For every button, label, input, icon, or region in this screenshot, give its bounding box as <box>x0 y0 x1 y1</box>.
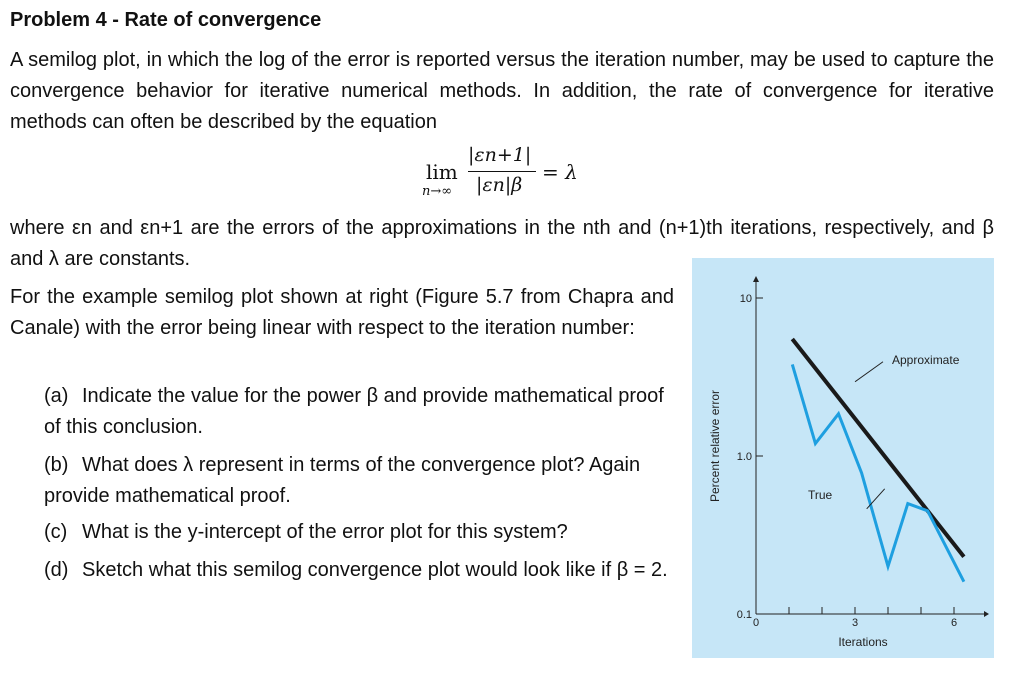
question-a-text: Indicate the value for the power β and provide mathematical proof of this conclusion. <box>44 385 664 438</box>
question-b-text: What does λ represent in terms of the convergence plot? Again provide mathematical proof. <box>44 454 641 507</box>
question-a-label: (a) <box>44 385 69 407</box>
fraction-numerator: |εn+1| <box>468 144 532 166</box>
problem-title: Problem 4 - Rate of convergence <box>10 9 322 31</box>
question-a <box>44 381 674 443</box>
x-tick-label: 6 <box>950 617 958 629</box>
approximate-annotation: Approximate <box>892 353 960 367</box>
question-c-text: What is the y-intercept of the error plot for this system? <box>82 521 568 543</box>
question-d-label: (d) <box>44 559 69 581</box>
question-d-text: Sketch what this semilog convergence plot would look like if β = 2. <box>82 559 668 581</box>
example-paragraph: For the example semilog plot shown at right (Figure 5.7 from Chapra and Canale) with the error being linear with respect to the iteration number: <box>10 286 674 339</box>
y-axis-label: Percent relative error <box>708 389 722 503</box>
true-annotation: True <box>808 488 833 502</box>
fraction-bar <box>468 171 536 172</box>
y-tick-label: 1.0 <box>736 451 752 463</box>
semilog-chart <box>692 258 994 658</box>
x-axis-label: Iterations <box>838 635 888 649</box>
question-d <box>44 555 674 586</box>
limit-operator: lim <box>426 160 458 184</box>
y-tick-label: 0.1 <box>736 609 752 621</box>
x-tick-label: 3 <box>851 617 859 629</box>
limit-subscript: n→∞ <box>422 184 453 199</box>
fraction-denominator: |εn|β <box>476 174 523 196</box>
where-paragraph: where εn and εn+1 are the errors of the approximations in the nth and (n+1)th iterations, respectively, and β and λ are constants. <box>10 217 994 270</box>
question-b-label: (b) <box>44 454 69 476</box>
x-tick-label: 0 <box>752 617 760 629</box>
equation-rhs: = λ <box>542 160 578 184</box>
series-line-true <box>792 364 964 581</box>
convergence-equation <box>420 140 620 200</box>
approximate-leader <box>855 362 883 382</box>
question-c <box>44 517 674 548</box>
x-axis-arrow <box>984 611 989 617</box>
question-b <box>44 450 674 512</box>
series-line-approximate <box>792 339 964 557</box>
intro-paragraph: A semilog plot, in which the log of the error is reported versus the iteration number, may be used to capture the convergence behavior for iterative numerical methods. In addition, the rate of convergence for iterative methods can often be described by the equation <box>10 49 994 133</box>
y-tick-label: 10 <box>739 293 752 305</box>
y-axis-arrow <box>753 276 759 282</box>
chart-svg <box>692 258 994 658</box>
question-c-label: (c) <box>44 521 68 543</box>
